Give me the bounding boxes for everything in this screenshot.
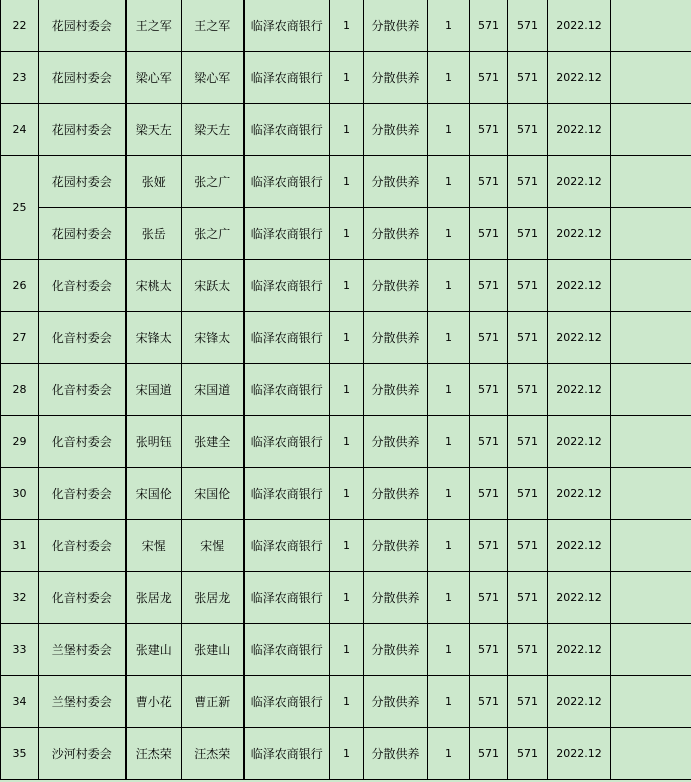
amount-cell: 571 bbox=[470, 312, 508, 364]
table-row bbox=[1, 208, 691, 260]
recipient-name-cell: 梁天左 bbox=[126, 104, 182, 156]
amount-total-cell: 571 bbox=[508, 312, 548, 364]
row-number-cell: 24 bbox=[1, 104, 39, 156]
bank-cell: 临泽农商银行 bbox=[244, 676, 330, 728]
date-cell: 2022.12 bbox=[548, 364, 611, 416]
table-row bbox=[1, 520, 691, 572]
support-type-cell: 分散供养 bbox=[364, 676, 428, 728]
date-cell: 2022.12 bbox=[548, 0, 611, 52]
account-holder-cell: 张之广 bbox=[182, 156, 244, 208]
account-holder-cell: 张建全 bbox=[182, 416, 244, 468]
date-cell: 2022.12 bbox=[548, 260, 611, 312]
amount-total-cell: 571 bbox=[508, 520, 548, 572]
amount-total-cell: 571 bbox=[508, 572, 548, 624]
persons-cell: 1 bbox=[428, 0, 470, 52]
table-row bbox=[1, 104, 691, 156]
count-cell: 1 bbox=[330, 676, 364, 728]
remarks-cell bbox=[611, 104, 691, 156]
support-type-cell: 分散供养 bbox=[364, 520, 428, 572]
village-cell: 花园村委会 bbox=[39, 0, 126, 52]
recipient-name-cell: 张明钰 bbox=[126, 416, 182, 468]
account-holder-cell: 曹正新 bbox=[182, 676, 244, 728]
recipient-name-cell: 张娅 bbox=[126, 156, 182, 208]
bank-cell: 临泽农商银行 bbox=[244, 0, 330, 52]
village-cell: 沙河村委会 bbox=[39, 728, 126, 780]
amount-cell: 571 bbox=[470, 520, 508, 572]
recipient-name-cell: 曹小花 bbox=[126, 676, 182, 728]
amount-cell: 571 bbox=[470, 364, 508, 416]
row-number-cell: 29 bbox=[1, 416, 39, 468]
persons-cell: 1 bbox=[428, 312, 470, 364]
row-number-cell: 27 bbox=[1, 312, 39, 364]
amount-cell: 571 bbox=[470, 156, 508, 208]
amount-total-cell: 571 bbox=[508, 416, 548, 468]
support-type-cell: 分散供养 bbox=[364, 624, 428, 676]
account-holder-cell: 梁天左 bbox=[182, 104, 244, 156]
bank-cell: 临泽农商银行 bbox=[244, 728, 330, 780]
bank-cell: 临泽农商银行 bbox=[244, 468, 330, 520]
count-cell: 1 bbox=[330, 364, 364, 416]
recipient-name-cell: 梁心军 bbox=[126, 52, 182, 104]
table-row bbox=[1, 156, 691, 208]
table-row bbox=[1, 0, 691, 52]
support-type-cell: 分散供养 bbox=[364, 52, 428, 104]
village-cell: 化音村委会 bbox=[39, 416, 126, 468]
count-cell: 1 bbox=[330, 728, 364, 780]
date-cell: 2022.12 bbox=[548, 312, 611, 364]
bank-cell: 临泽农商银行 bbox=[244, 208, 330, 260]
persons-cell: 1 bbox=[428, 728, 470, 780]
support-type-cell: 分散供养 bbox=[364, 312, 428, 364]
recipient-name-cell: 张建山 bbox=[126, 624, 182, 676]
row-number-cell: 33 bbox=[1, 624, 39, 676]
persons-cell: 1 bbox=[428, 572, 470, 624]
row-number-cell: 28 bbox=[1, 364, 39, 416]
support-type-cell: 分散供养 bbox=[364, 364, 428, 416]
amount-total-cell: 571 bbox=[508, 624, 548, 676]
date-cell: 2022.12 bbox=[548, 624, 611, 676]
remarks-cell bbox=[611, 208, 691, 260]
account-holder-cell: 张建山 bbox=[182, 624, 244, 676]
table-row bbox=[1, 468, 691, 520]
amount-total-cell: 571 bbox=[508, 0, 548, 52]
bank-cell: 临泽农商银行 bbox=[244, 520, 330, 572]
date-cell: 2022.12 bbox=[548, 468, 611, 520]
remarks-cell bbox=[611, 728, 691, 780]
amount-total-cell: 571 bbox=[508, 728, 548, 780]
bank-cell: 临泽农商银行 bbox=[244, 364, 330, 416]
date-cell: 2022.12 bbox=[548, 52, 611, 104]
account-holder-cell: 王之军 bbox=[182, 0, 244, 52]
remarks-cell bbox=[611, 520, 691, 572]
row-number-cell: 35 bbox=[1, 728, 39, 780]
village-cell: 兰堡村委会 bbox=[39, 676, 126, 728]
persons-cell: 1 bbox=[428, 104, 470, 156]
remarks-cell bbox=[611, 0, 691, 52]
amount-total-cell: 571 bbox=[508, 260, 548, 312]
date-cell: 2022.12 bbox=[548, 416, 611, 468]
date-cell: 2022.12 bbox=[548, 728, 611, 780]
count-cell: 1 bbox=[330, 572, 364, 624]
count-cell: 1 bbox=[330, 52, 364, 104]
account-holder-cell: 宋国道 bbox=[182, 364, 244, 416]
amount-cell: 571 bbox=[470, 572, 508, 624]
table-row bbox=[1, 676, 691, 728]
bank-cell: 临泽农商银行 bbox=[244, 312, 330, 364]
amount-cell: 571 bbox=[470, 0, 508, 52]
row-number-cell: 30 bbox=[1, 468, 39, 520]
persons-cell: 1 bbox=[428, 468, 470, 520]
village-cell: 花园村委会 bbox=[39, 156, 126, 208]
recipient-name-cell: 王之军 bbox=[126, 0, 182, 52]
table-row bbox=[1, 52, 691, 104]
recipient-name-cell: 宋国伦 bbox=[126, 468, 182, 520]
support-type-cell: 分散供养 bbox=[364, 0, 428, 52]
support-type-cell: 分散供养 bbox=[364, 260, 428, 312]
persons-cell: 1 bbox=[428, 52, 470, 104]
persons-cell: 1 bbox=[428, 624, 470, 676]
remarks-cell bbox=[611, 572, 691, 624]
account-holder-cell: 汪杰荣 bbox=[182, 728, 244, 780]
village-cell: 花园村委会 bbox=[39, 52, 126, 104]
row-number-cell: 22 bbox=[1, 0, 39, 52]
amount-cell: 571 bbox=[470, 260, 508, 312]
table-row bbox=[1, 728, 691, 780]
bank-cell: 临泽农商银行 bbox=[244, 416, 330, 468]
remarks-cell bbox=[611, 624, 691, 676]
table-body bbox=[1, 0, 691, 780]
persons-cell: 1 bbox=[428, 676, 470, 728]
amount-cell: 571 bbox=[470, 104, 508, 156]
village-cell: 花园村委会 bbox=[39, 208, 126, 260]
support-type-cell: 分散供养 bbox=[364, 572, 428, 624]
amount-cell: 571 bbox=[470, 416, 508, 468]
bank-cell: 临泽农商银行 bbox=[244, 104, 330, 156]
account-holder-cell: 宋惺 bbox=[182, 520, 244, 572]
recipient-name-cell: 宋桃太 bbox=[126, 260, 182, 312]
bank-cell: 临泽农商银行 bbox=[244, 624, 330, 676]
count-cell: 1 bbox=[330, 156, 364, 208]
amount-total-cell: 571 bbox=[508, 52, 548, 104]
account-holder-cell: 张之广 bbox=[182, 208, 244, 260]
persons-cell: 1 bbox=[428, 364, 470, 416]
account-holder-cell: 宋国伦 bbox=[182, 468, 244, 520]
count-cell: 1 bbox=[330, 208, 364, 260]
remarks-cell bbox=[611, 156, 691, 208]
village-cell: 化音村委会 bbox=[39, 468, 126, 520]
village-cell: 化音村委会 bbox=[39, 260, 126, 312]
recipient-name-cell: 张岳 bbox=[126, 208, 182, 260]
table-row bbox=[1, 572, 691, 624]
remarks-cell bbox=[611, 364, 691, 416]
remarks-cell bbox=[611, 468, 691, 520]
table-row bbox=[1, 364, 691, 416]
recipient-name-cell: 汪杰荣 bbox=[126, 728, 182, 780]
persons-cell: 1 bbox=[428, 260, 470, 312]
account-holder-cell: 张居龙 bbox=[182, 572, 244, 624]
support-type-cell: 分散供养 bbox=[364, 104, 428, 156]
support-type-cell: 分散供养 bbox=[364, 208, 428, 260]
amount-cell: 571 bbox=[470, 624, 508, 676]
support-type-cell: 分散供养 bbox=[364, 416, 428, 468]
row-number-cell: 26 bbox=[1, 260, 39, 312]
village-cell: 兰堡村委会 bbox=[39, 624, 126, 676]
recipient-name-cell: 宋锋太 bbox=[126, 312, 182, 364]
amount-total-cell: 571 bbox=[508, 364, 548, 416]
bank-cell: 临泽农商银行 bbox=[244, 572, 330, 624]
amount-total-cell: 571 bbox=[508, 104, 548, 156]
count-cell: 1 bbox=[330, 260, 364, 312]
recipient-name-cell: 张居龙 bbox=[126, 572, 182, 624]
remarks-cell bbox=[611, 416, 691, 468]
amount-total-cell: 571 bbox=[508, 208, 548, 260]
persons-cell: 1 bbox=[428, 520, 470, 572]
village-cell: 化音村委会 bbox=[39, 572, 126, 624]
date-cell: 2022.12 bbox=[548, 572, 611, 624]
bank-cell: 临泽农商银行 bbox=[244, 260, 330, 312]
amount-cell: 571 bbox=[470, 52, 508, 104]
remarks-cell bbox=[611, 52, 691, 104]
table-row bbox=[1, 260, 691, 312]
amount-cell: 571 bbox=[470, 208, 508, 260]
row-number-cell: 23 bbox=[1, 52, 39, 104]
count-cell: 1 bbox=[330, 312, 364, 364]
village-cell: 化音村委会 bbox=[39, 312, 126, 364]
bank-cell: 临泽农商银行 bbox=[244, 156, 330, 208]
recipient-name-cell: 宋惺 bbox=[126, 520, 182, 572]
date-cell: 2022.12 bbox=[548, 520, 611, 572]
support-type-cell: 分散供养 bbox=[364, 468, 428, 520]
count-cell: 1 bbox=[330, 624, 364, 676]
row-number-cell: 32 bbox=[1, 572, 39, 624]
account-holder-cell: 宋跃太 bbox=[182, 260, 244, 312]
count-cell: 1 bbox=[330, 468, 364, 520]
amount-total-cell: 571 bbox=[508, 468, 548, 520]
row-number-cell: 34 bbox=[1, 676, 39, 728]
date-cell: 2022.12 bbox=[548, 156, 611, 208]
support-type-cell: 分散供养 bbox=[364, 156, 428, 208]
amount-total-cell: 571 bbox=[508, 156, 548, 208]
bank-cell: 临泽农商银行 bbox=[244, 52, 330, 104]
village-cell: 花园村委会 bbox=[39, 104, 126, 156]
date-cell: 2022.12 bbox=[548, 104, 611, 156]
date-cell: 2022.12 bbox=[548, 676, 611, 728]
amount-cell: 571 bbox=[470, 676, 508, 728]
count-cell: 1 bbox=[330, 104, 364, 156]
table-row bbox=[1, 312, 691, 364]
date-cell: 2022.12 bbox=[548, 208, 611, 260]
amount-cell: 571 bbox=[470, 728, 508, 780]
amount-cell: 571 bbox=[470, 468, 508, 520]
account-holder-cell: 梁心军 bbox=[182, 52, 244, 104]
table-row bbox=[1, 416, 691, 468]
persons-cell: 1 bbox=[428, 416, 470, 468]
count-cell: 1 bbox=[330, 416, 364, 468]
village-cell: 化音村委会 bbox=[39, 520, 126, 572]
count-cell: 1 bbox=[330, 520, 364, 572]
recipient-name-cell: 宋国道 bbox=[126, 364, 182, 416]
row-number-cell: 25 bbox=[1, 156, 39, 260]
count-cell: 1 bbox=[330, 0, 364, 52]
persons-cell: 1 bbox=[428, 208, 470, 260]
support-type-cell: 分散供养 bbox=[364, 728, 428, 780]
amount-total-cell: 571 bbox=[508, 676, 548, 728]
persons-cell: 1 bbox=[428, 156, 470, 208]
table-row bbox=[1, 624, 691, 676]
remarks-cell bbox=[611, 312, 691, 364]
account-holder-cell: 宋锋太 bbox=[182, 312, 244, 364]
village-cell: 化音村委会 bbox=[39, 364, 126, 416]
remarks-cell bbox=[611, 676, 691, 728]
remarks-cell bbox=[611, 260, 691, 312]
row-number-cell: 31 bbox=[1, 520, 39, 572]
